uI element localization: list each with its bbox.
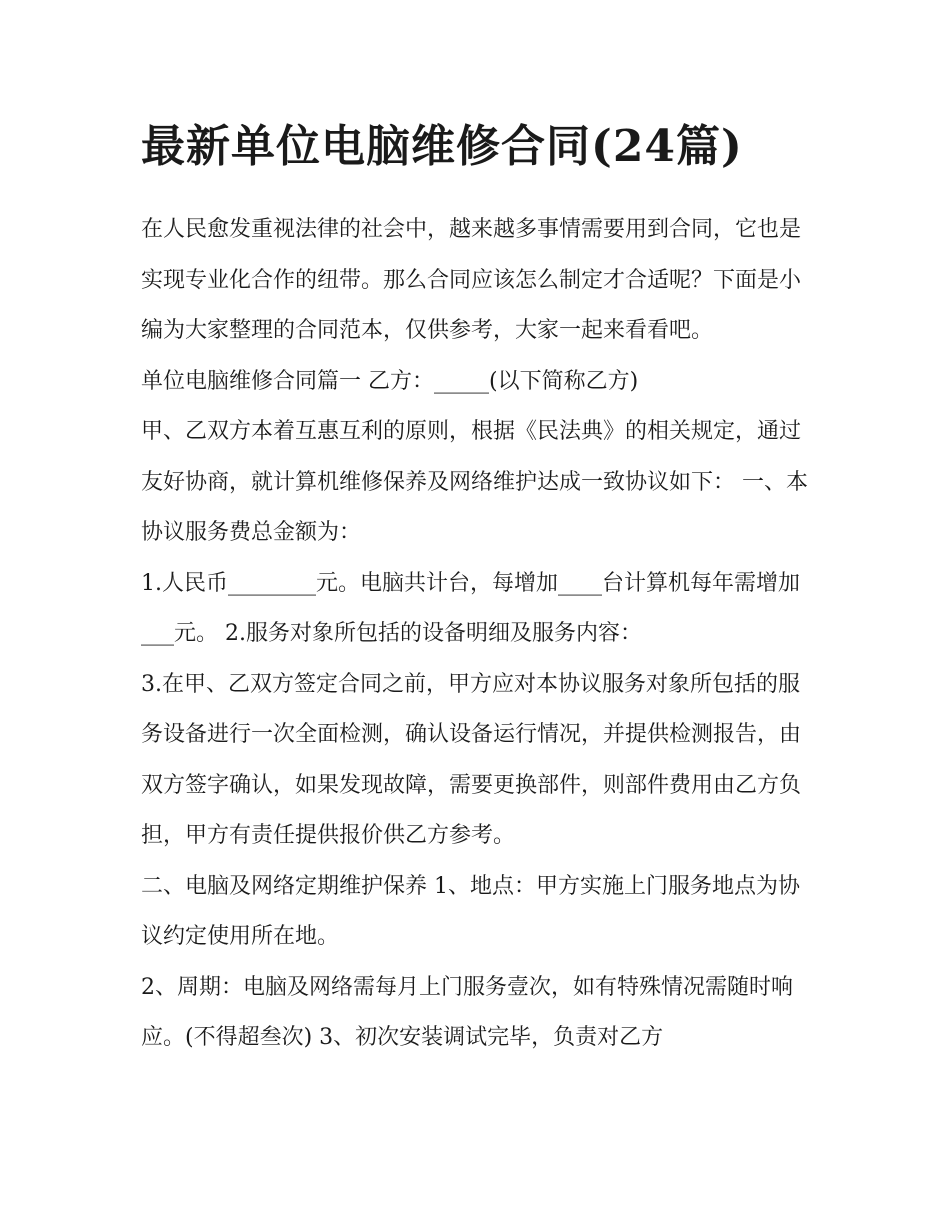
agreement-paragraph: 甲、乙双方本着互惠互利的原则，根据《民法典》的相关规定，通过友好协商，就计算机维修保养及网络维护达成一致协议如下： 一、本协议服务费总金额为： <box>141 419 808 545</box>
document-content <box>141 115 821 1064</box>
document-body <box>141 205 821 1064</box>
contract-heading-paragraph: 单位电脑维修合同篇一 乙方：_____(以下简称乙方) <box>141 368 639 394</box>
maintenance-location-paragraph: 二、电脑及网络定期维护保养 1、地点：甲方实施上门服务地点为协议约定使用所在地。 <box>141 873 800 949</box>
fee-paragraph: 1.人民币________元。电脑共计台，每增加____台计算机每年需增加___元。 2.服务对象所包括的设备明细及服务内容： <box>141 570 800 646</box>
inspection-paragraph: 3.在甲、乙双方签定合同之前，甲方应对本协议服务对象所包括的服务设备进行一次全面检测，确认设备运行情况，并提供检测报告，由双方签字确认，如果发现故障，需要更换部件，则部件费用由乙方负担，甲方有责任提供报价供乙方参考。 <box>141 671 802 848</box>
document-title: 最新单位电脑维修合同(24篇) <box>141 121 743 172</box>
maintenance-cycle-paragraph: 2、周期：电脑及网络需每月上门服务壹次，如有特殊情况需随时响应。(不得超叁次) 3、初次安装调试完毕，负责对乙方 <box>141 974 793 1050</box>
intro-paragraph: 在人民愈发重视法律的社会中，越来越多事情需要用到合同，它也是实现专业化合作的纽带。那么合同应该怎么制定才合适呢？下面是小编为大家整理的合同范本，仅供参考，大家一起来看看吧。 <box>141 217 802 343</box>
